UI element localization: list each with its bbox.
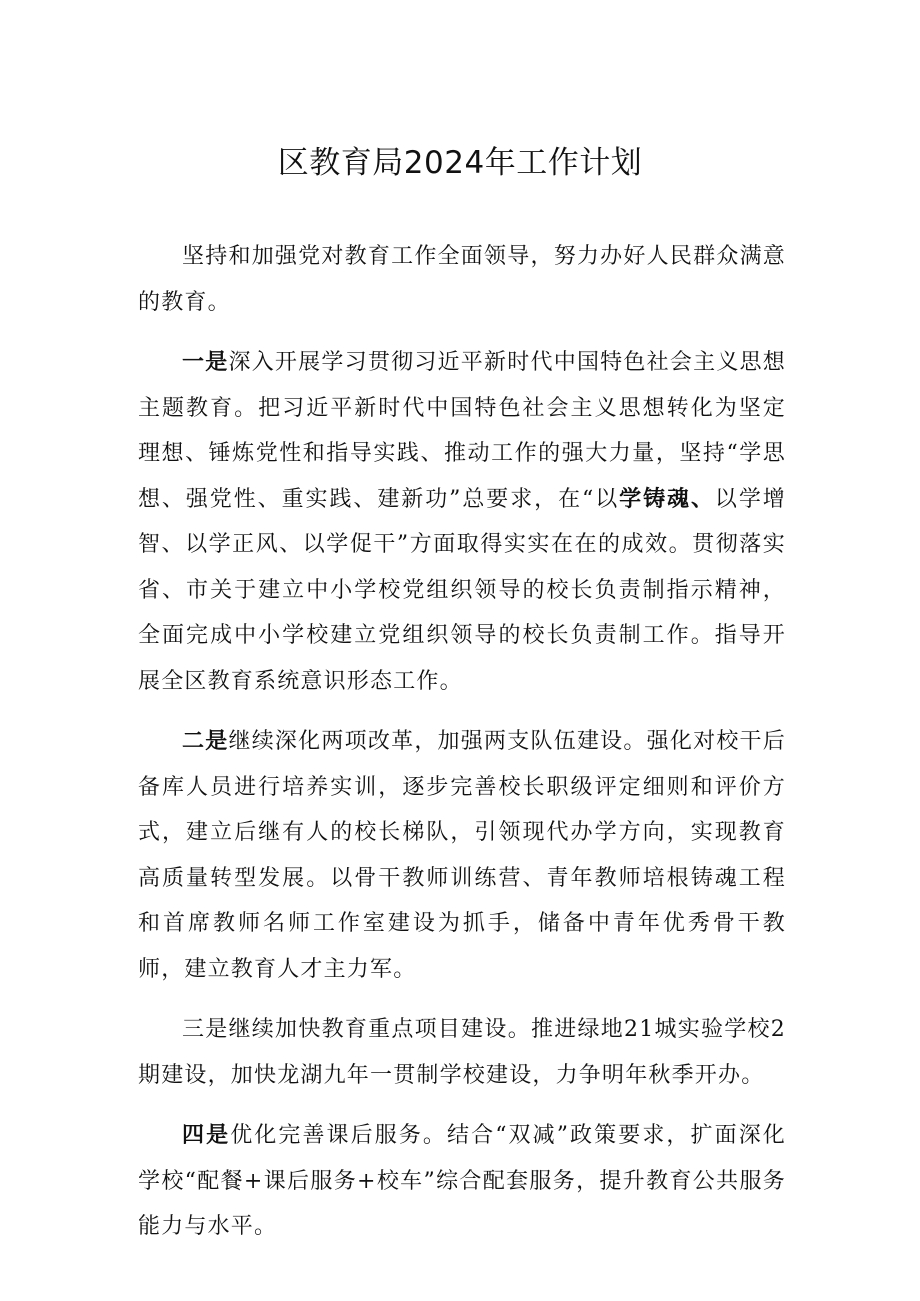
section-1-text-a: 深入开展学习贯彻习近平新时代中国特色社会主义思想主题教育。把习近平新时代中国特色社会主义思想转化为坚定理想、锤炼党性和指导实践、推动工作的强大力量，坚持“学思想、强党性、重实践、建新功”总要求，在“以 bbox=[138, 350, 786, 512]
section-2-paragraph bbox=[138, 719, 786, 992]
section-1-lead: 一是 bbox=[182, 349, 229, 375]
section-1-text-b: 以学增智、以学正风、以学促干”方面取得实实在在的成效。贯彻落实省、市关于建立中小学校党组织领导的校长负责制指示精神，全面完成中小学校建立党组织领导的校长负责制工作。指导开展全区教育系统意识形态工作。 bbox=[138, 486, 786, 694]
intro-paragraph: 坚持和加强党对教育工作全面领导，努力办好人民群众满意的教育。 bbox=[138, 244, 786, 315]
section-1-paragraph bbox=[138, 340, 786, 704]
section-4-text: 优化完善课后服务。结合“双减”政策要求，扩面深化学校“配餐+课后服务+校车”综合配套服务，提升教育公共服务能力与水平。 bbox=[138, 1123, 786, 1239]
section-3-paragraph: 三是继续加快教育重点项目建设。推进绿地21城实验学校2期建设，加快龙湖九年一贯制学校建设，力争明年秋季开办。 bbox=[138, 1017, 786, 1088]
section-4-lead: 四是 bbox=[182, 1122, 231, 1148]
document-body bbox=[138, 234, 786, 1265]
section-2-lead: 二是 bbox=[182, 728, 229, 754]
section-2-text: 继续深化两项改革，加强两支队伍建设。强化对校干后备库人员进行培养实训，逐步完善校长职级评定细则和评价方式，建立后继有人的校长梯队，引领现代办学方向，实现教育高质量转型发展。以骨干教师训练营、青年教师培根铸魂工程和首席教师名师工作室建设为抓手，储备中青年优秀骨干教师，建立教育人才主力军。 bbox=[138, 729, 786, 982]
section-4-paragraph bbox=[138, 1113, 786, 1250]
section-1-emphasis: 学铸魂、 bbox=[619, 485, 715, 512]
document-title: 区教育局2024年工作计划 bbox=[277, 145, 643, 181]
